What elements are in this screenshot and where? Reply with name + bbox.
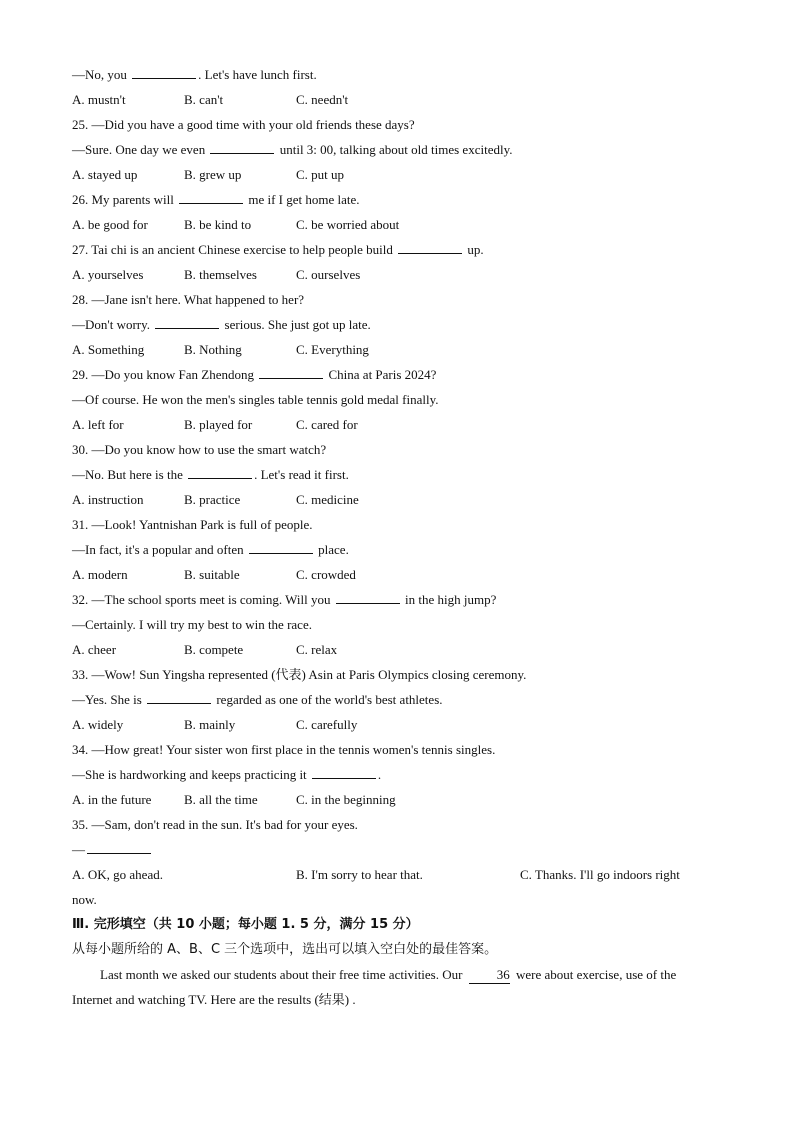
option-a[interactable]: A. in the future <box>72 792 152 807</box>
q34-question: 34. —How great! Your sister won first place in the tennis women's tennis singles. <box>72 742 496 757</box>
cloze-blank-36[interactable]: 36 <box>469 967 510 984</box>
answer-blank[interactable] <box>249 539 313 554</box>
q35-question: 35. —Sam, don't read in the sun. It's bad for your eyes. <box>72 817 358 832</box>
option-a[interactable]: A. Something <box>72 342 145 357</box>
option-b[interactable]: B. can't <box>184 92 224 107</box>
option-b[interactable]: B. Nothing <box>184 342 242 357</box>
q30-answer-line: —No. But here is the . Let's read it first. <box>72 462 732 487</box>
q26-options <box>72 212 732 237</box>
option-c[interactable]: C. Everything <box>296 342 369 357</box>
q33-options <box>72 712 732 737</box>
q33-question: 33. —Wow! Sun Yingsha represented (代表) Asin at Paris Olympics closing ceremony. <box>72 667 527 682</box>
q35-options <box>72 862 732 887</box>
option-a[interactable]: A. instruction <box>72 492 144 507</box>
exam-page <box>72 62 732 1012</box>
q25-options <box>72 162 732 187</box>
answer-blank[interactable] <box>188 464 252 479</box>
option-b[interactable]: B. grew up <box>184 167 242 182</box>
answer-blank[interactable] <box>132 64 196 79</box>
q35-option-wrap: now. <box>72 892 97 907</box>
option-c[interactable]: C. Thanks. I'll go indoors right <box>520 867 680 882</box>
passage-line-2: Internet and watching TV. Here are the results (结果) . <box>72 992 356 1007</box>
option-b[interactable]: B. mainly <box>184 717 236 732</box>
passage-line-1: Last month we asked our students about their free time activities. Our 36 were about exercise, use of the <box>100 967 677 982</box>
option-b[interactable]: B. played for <box>184 417 253 432</box>
section-title: Ⅲ. 完形填空（共 10 小题；每小题 1. 5 分，满分 15 分） <box>72 917 419 932</box>
q30-options <box>72 487 732 512</box>
q32-answer-line: —Certainly. I will try my best to win the race. <box>72 617 312 632</box>
option-a[interactable]: A. mustn't <box>72 92 126 107</box>
q32-options <box>72 637 732 662</box>
option-c[interactable]: C. medicine <box>296 492 359 507</box>
option-b[interactable]: B. practice <box>184 492 241 507</box>
q26-question: 26. My parents will me if I get home late. <box>72 187 732 212</box>
option-c[interactable]: C. crowded <box>296 567 356 582</box>
answer-blank[interactable] <box>155 314 219 329</box>
q28-options <box>72 337 732 362</box>
section-instruction: 从每小题所给的 A、B、C 三个选项中，选出可以填入空白处的最佳答案。 <box>72 942 498 957</box>
answer-blank[interactable] <box>179 189 243 204</box>
q29-question: 29. —Do you know Fan Zhendong China at Paris 2024? <box>72 362 732 387</box>
q31-options <box>72 562 732 587</box>
answer-blank[interactable] <box>259 364 323 379</box>
option-a[interactable]: A. be good for <box>72 217 148 232</box>
q28-answer-line: —Don't worry. serious. She just got up late. <box>72 312 732 337</box>
option-a[interactable]: A. cheer <box>72 642 117 657</box>
option-a[interactable]: A. modern <box>72 567 128 582</box>
option-b[interactable]: B. I'm sorry to hear that. <box>296 867 423 882</box>
q27-options <box>72 262 732 287</box>
option-a[interactable]: A. left for <box>72 417 124 432</box>
q24-options <box>72 87 732 112</box>
answer-blank[interactable] <box>312 764 376 779</box>
option-b[interactable]: B. suitable <box>184 567 240 582</box>
option-c[interactable]: C. be worried about <box>296 217 400 232</box>
q29-answer-line: —Of course. He won the men's singles table tennis gold medal finally. <box>72 392 439 407</box>
option-a[interactable]: A. widely <box>72 717 124 732</box>
option-b[interactable]: B. be kind to <box>184 217 252 232</box>
answer-blank[interactable] <box>336 589 400 604</box>
answer-blank[interactable] <box>398 239 462 254</box>
option-c[interactable]: C. carefully <box>296 717 358 732</box>
option-a[interactable]: A. stayed up <box>72 167 138 182</box>
option-b[interactable]: B. all the time <box>184 792 258 807</box>
option-a[interactable]: A. yourselves <box>72 267 144 282</box>
option-c[interactable]: C. put up <box>296 167 345 182</box>
q33-answer-line: —Yes. She is regarded as one of the world's best athletes. <box>72 687 732 712</box>
option-a[interactable]: A. OK, go ahead. <box>72 867 163 882</box>
q31-question: 31. —Look! Yantnishan Park is full of people. <box>72 517 313 532</box>
q28-question: 28. —Jane isn't here. What happened to her? <box>72 292 305 307</box>
option-c[interactable]: C. ourselves <box>296 267 361 282</box>
q27-question: 27. Tai chi is an ancient Chinese exercise to help people build up. <box>72 237 732 262</box>
q29-options <box>72 412 732 437</box>
option-c[interactable]: C. in the beginning <box>296 792 396 807</box>
q25-answer-line: —Sure. One day we even until 3: 00, talking about old times excitedly. <box>72 137 732 162</box>
q34-options <box>72 787 732 812</box>
q24-answer-line: —No, you . Let's have lunch first. <box>72 62 732 87</box>
option-c[interactable]: C. needn't <box>296 92 349 107</box>
option-b[interactable]: B. compete <box>184 642 244 657</box>
answer-blank[interactable] <box>210 139 274 154</box>
answer-blank[interactable] <box>147 689 211 704</box>
option-c[interactable]: C. relax <box>296 642 338 657</box>
answer-blank[interactable] <box>87 839 151 854</box>
q34-answer-line: —She is hardworking and keeps practicing it . <box>72 762 732 787</box>
option-c[interactable]: C. cared for <box>296 417 358 432</box>
q25-question: 25. —Did you have a good time with your old friends these days? <box>72 117 415 132</box>
q35-answer-line: — <box>72 837 732 862</box>
option-b[interactable]: B. themselves <box>184 267 257 282</box>
q30-question: 30. —Do you know how to use the smart watch? <box>72 442 327 457</box>
q31-answer-line: —In fact, it's a popular and often place. <box>72 537 732 562</box>
q32-question: 32. —The school sports meet is coming. Will you in the high jump? <box>72 587 732 612</box>
